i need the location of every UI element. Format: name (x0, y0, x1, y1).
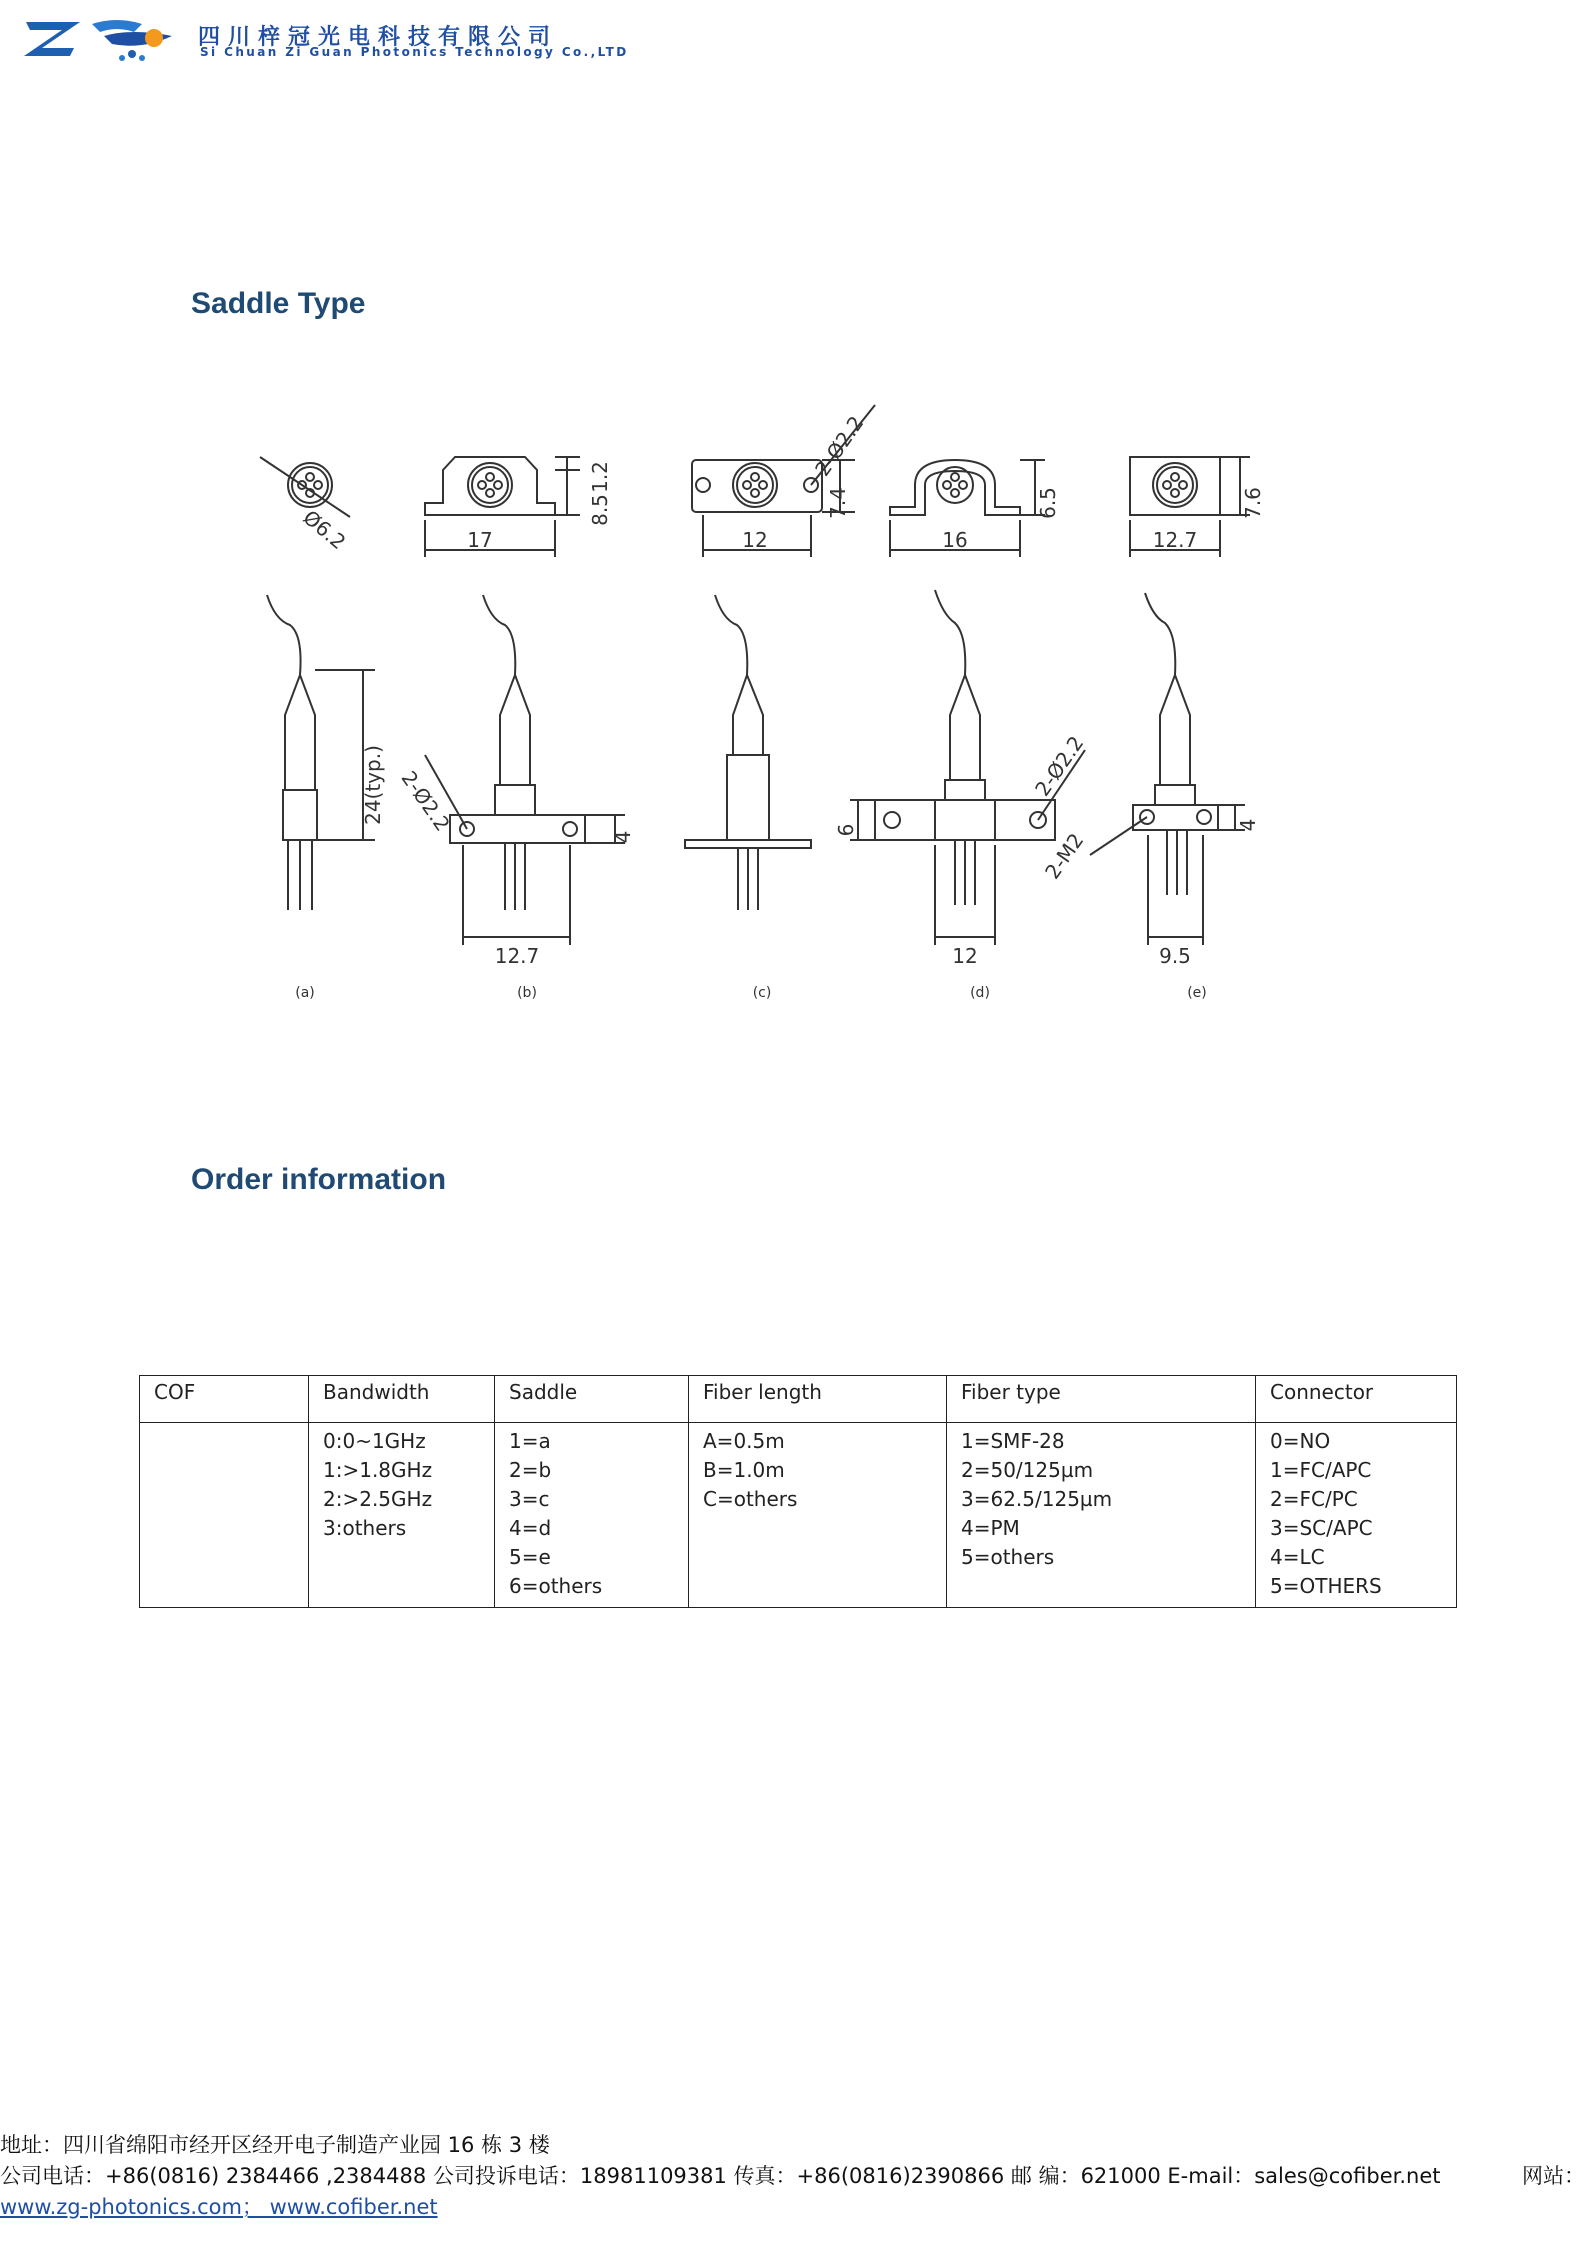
header-cof: COF (140, 1376, 309, 1423)
cell-value: 0:0~1GHz (323, 1429, 426, 1453)
dimension-label: 24(typ.) (361, 745, 385, 825)
cell-value: B=1.0m (703, 1458, 785, 1482)
order-table-header-row (140, 1376, 1457, 1423)
dimension-label: 17 (467, 528, 493, 552)
figure-label: (e) (1187, 985, 1207, 1001)
cell-fiber-length (689, 1423, 947, 1608)
top-view-a (260, 457, 350, 517)
cell-value: 1=FC/APC (1270, 1458, 1372, 1482)
dimension-label: 6 (834, 823, 858, 837)
dimension-label: 16 (942, 528, 968, 552)
dimension-label: 2-Ø2.2 (810, 411, 869, 481)
cell-fiber-type (947, 1423, 1256, 1608)
dimension-label: 12 (742, 528, 768, 552)
order-table-row (140, 1423, 1457, 1608)
dimension-label: 1.2 (588, 461, 612, 493)
header-bandwidth: Bandwidth (309, 1376, 495, 1423)
cell-value: 3=SC/APC (1270, 1516, 1373, 1540)
dimension-label: 9.5 (1159, 944, 1191, 968)
footer (0, 2130, 1586, 2223)
side-view-e (1090, 593, 1245, 945)
dimension-label: 12.7 (494, 944, 540, 968)
figure-label: (c) (752, 985, 772, 1001)
dimension-label: 12.7 (1152, 528, 1198, 552)
cell-value: 2:>2.5GHz (323, 1487, 433, 1511)
dimension-label: 6.5 (1036, 487, 1060, 519)
cell-value: A=0.5m (703, 1429, 785, 1453)
figure-label: (b) (517, 985, 537, 1001)
dimension-label: 7.4 (826, 487, 850, 519)
cell-value: 4=LC (1270, 1545, 1325, 1569)
header-connector: Connector (1256, 1376, 1457, 1423)
footer-web-label: 网站： (1522, 2164, 1585, 2188)
cell-value: 1:>1.8GHz (323, 1458, 433, 1482)
cell-value: 2=FC/PC (1270, 1487, 1358, 1511)
footer-website-links[interactable]: www.zg-photonics.com； www.cofiber.net (0, 2195, 438, 2219)
cell-value: 4=d (509, 1516, 552, 1540)
dimension-label: 2-Ø2.2 (396, 766, 455, 836)
footer-address: 地址：四川省绵阳市经开区经开电子制造产业园 16 栋 3 楼 (0, 2133, 550, 2157)
dimension-label: Ø6.2 (298, 505, 351, 555)
cell-saddle (495, 1423, 689, 1608)
dimension-label: 12 (952, 944, 978, 968)
cell-value: 5=others (961, 1545, 1055, 1569)
saddle-type-title: Saddle Type (191, 287, 366, 320)
figure-label: (a) (295, 985, 315, 1001)
footer-contact: 公司电话：+86(0816) 2384466 ,2384488 公司投诉电话：18981109381 传真：+86(0816)2390866 邮 编：621000 E-mail：sales@cofiber.net (0, 2164, 1441, 2188)
cell-connector (1256, 1423, 1457, 1608)
cell-value: C=others (703, 1487, 798, 1511)
saddle-type-drawing (255, 385, 1295, 1005)
cell-value: 3:others (323, 1516, 407, 1540)
side-view-a (267, 595, 375, 910)
cell-value: 5=e (509, 1545, 551, 1569)
cell-value: 4=PM (961, 1516, 1020, 1540)
dimension-label: 8.5 (588, 494, 612, 526)
side-view-c (685, 595, 811, 910)
cell-bandwidth (309, 1423, 495, 1608)
cell-value: 3=c (509, 1487, 550, 1511)
cell-value: 6=others (509, 1574, 603, 1598)
dimension-label: 4 (611, 830, 635, 844)
header-fiber-type: Fiber type (947, 1376, 1256, 1423)
side-view-b (425, 595, 625, 945)
company-logo (22, 14, 182, 64)
dimension-label: 7.6 (1241, 487, 1265, 519)
dimension-label: 2-M2 (1040, 828, 1089, 884)
order-information-title: Order information (191, 1163, 447, 1196)
company-name-cn: 四川梓冠光电科技有限公司 (198, 25, 559, 50)
cell-value: 5=OTHERS (1270, 1574, 1382, 1598)
cell-value: 2=b (509, 1458, 552, 1482)
cell-value: 2=50/125µm (961, 1458, 1094, 1482)
header-saddle: Saddle (495, 1376, 689, 1423)
dimension-label: 4 (1236, 818, 1260, 832)
dimension-label: 2-Ø2.2 (1030, 731, 1089, 801)
order-table (139, 1375, 1457, 1608)
cell-value: 1=SMF-28 (961, 1429, 1065, 1453)
cell-value: 3=62.5/125µm (961, 1487, 1113, 1511)
cell-cof (140, 1423, 309, 1608)
cell-value: 1=a (509, 1429, 551, 1453)
figure-label: (d) (970, 985, 990, 1001)
company-name-en: Si Chuan Zi Guan Photonics Technology Co.,LTD (200, 45, 629, 59)
header-fiber-length: Fiber length (689, 1376, 947, 1423)
top-view-b (425, 457, 580, 557)
cell-value: 0=NO (1270, 1429, 1331, 1453)
